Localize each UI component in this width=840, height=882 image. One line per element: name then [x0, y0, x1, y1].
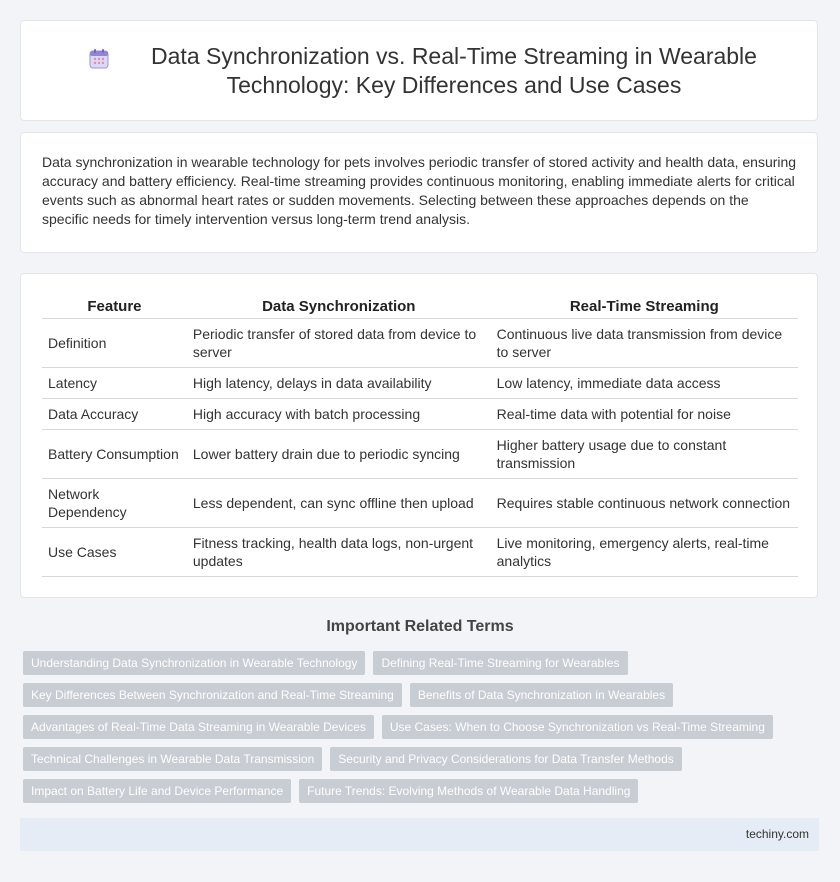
related-term-tag[interactable]: Benefits of Data Synchronization in Wearables	[410, 683, 673, 707]
header-card	[20, 20, 818, 121]
header-data-synchronization: Data Synchronization	[187, 296, 491, 319]
table-row	[42, 430, 798, 479]
table-cell-streaming: Continuous live data transmission from device to server	[491, 319, 798, 368]
header-real-time-streaming: Real-Time Streaming	[491, 296, 798, 319]
table-cell-feature: Definition	[42, 319, 187, 368]
related-terms-list	[23, 651, 803, 811]
related-term-tag[interactable]: Impact on Battery Life and Device Performance	[23, 779, 291, 803]
table-cell-streaming: Live monitoring, emergency alerts, real-time analytics	[491, 528, 798, 577]
tag-row	[23, 779, 803, 803]
related-term-tag[interactable]: Use Cases: When to Choose Synchronization vs Real-Time Streaming	[382, 715, 773, 739]
comparison-table	[42, 296, 798, 577]
table-row	[42, 319, 798, 368]
tag-row	[23, 651, 803, 675]
table-header-row	[42, 296, 798, 319]
table-row	[42, 528, 798, 577]
table-row	[42, 368, 798, 399]
intro-paragraph: Data synchronization in wearable technology for pets involves periodic transfer of stored activity and health data, ensuring accuracy and battery efficiency. Real-time streaming provides continuous monitoring, enabling immediate alerts for critical events such as abnormal heart rates or sudden movements. Selecting between these approaches depends on the specific needs for timely intervention versus long-term trend analysis.	[42, 154, 797, 227]
related-term-tag[interactable]: Future Trends: Evolving Methods of Wearable Data Handling	[299, 779, 638, 803]
related-terms-title: Important Related Terms	[326, 618, 514, 635]
related-term-tag[interactable]: Technical Challenges in Wearable Data Transmission	[23, 747, 322, 771]
footer	[20, 818, 819, 851]
table-cell-streaming: Real-time data with potential for noise	[491, 399, 798, 430]
table-cell-sync: Periodic transfer of stored data from device to server	[187, 319, 491, 368]
calendar-icon	[87, 47, 111, 71]
page-title: Data Synchronization vs. Real-Time Streaming in Wearable Technology: Key Differences and Use Cases	[151, 42, 757, 98]
related-term-tag[interactable]: Security and Privacy Considerations for Data Transfer Methods	[330, 747, 681, 771]
comparison-table-card	[20, 273, 818, 598]
header-feature: Feature	[42, 296, 187, 319]
table-cell-feature: Data Accuracy	[42, 399, 187, 430]
table-cell-feature: Use Cases	[42, 528, 187, 577]
table-row	[42, 399, 798, 430]
table-cell-feature: Battery Consumption	[42, 430, 187, 479]
tag-row	[23, 747, 803, 771]
table-cell-streaming: Low latency, immediate data access	[491, 368, 798, 399]
tag-row	[23, 683, 803, 707]
table-cell-sync: Lower battery drain due to periodic syncing	[187, 430, 491, 479]
intro-card	[20, 132, 818, 253]
table-row	[42, 479, 798, 528]
tag-row	[23, 715, 803, 739]
table-cell-feature: Latency	[42, 368, 187, 399]
footer-site-name[interactable]: techiny.com	[745, 827, 809, 841]
table-cell-feature: Network Dependency	[42, 479, 187, 528]
related-term-tag[interactable]: Key Differences Between Synchronization and Real-Time Streaming	[23, 683, 402, 707]
table-cell-sync: High accuracy with batch processing	[187, 399, 491, 430]
table-cell-sync: Less dependent, can sync offline then upload	[187, 479, 491, 528]
table-cell-streaming: Higher battery usage due to constant transmission	[491, 430, 798, 479]
table-cell-sync: Fitness tracking, health data logs, non-urgent updates	[187, 528, 491, 577]
table-cell-sync: High latency, delays in data availability	[187, 368, 491, 399]
table-cell-streaming: Requires stable continuous network connection	[491, 479, 798, 528]
related-term-tag[interactable]: Defining Real-Time Streaming for Wearables	[373, 651, 627, 675]
related-term-tag[interactable]: Advantages of Real-Time Data Streaming in Wearable Devices	[23, 715, 374, 739]
related-term-tag[interactable]: Understanding Data Synchronization in Wearable Technology	[23, 651, 365, 675]
